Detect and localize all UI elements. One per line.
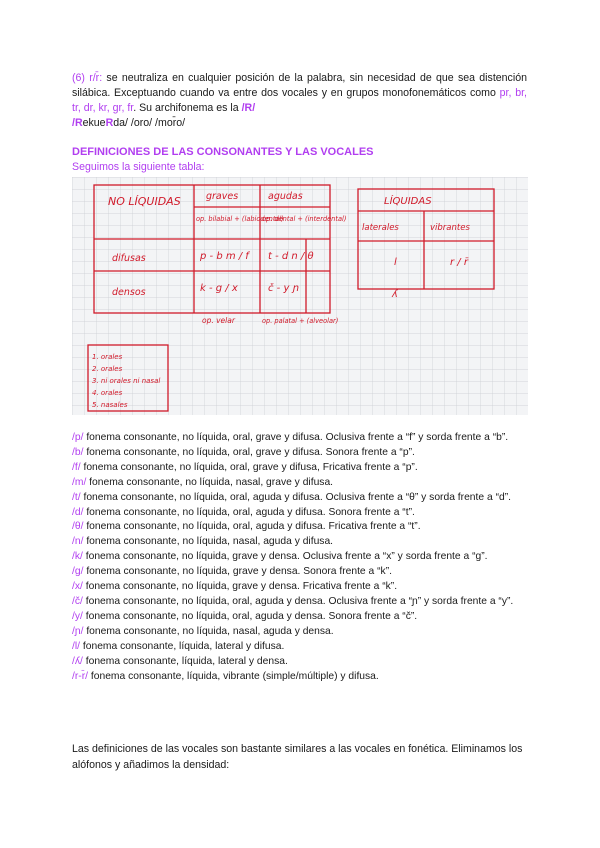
phoneme-definition: fonema consonante, no líquida, oral, aguda y densa. Oclusiva frente a “ɲ” y sorda frente a “y”.	[82, 595, 514, 607]
phoneme-symbol: /n/	[72, 536, 84, 548]
consonant-groups: pr, br, tr, dr, kr, gr, fr	[72, 87, 527, 114]
phoneme-definition: fonema consonante, no líquida, oral, aguda y difusa. Sonora frente a “t”.	[83, 506, 415, 518]
definition-item	[72, 655, 528, 670]
definition-item	[72, 476, 528, 491]
legend-3: 3. ni orales ni nasal	[92, 377, 161, 385]
phoneme-symbol: /d/	[72, 506, 84, 518]
intro-text-1: se neutraliza en cualquier posición de la palabra, sin necesidad de que sea distención silábica. Exceptuando cuando va entre dos vocales y en grupos monofonemáticos como	[72, 72, 527, 99]
definition-item	[72, 640, 528, 655]
label-difusas: difusas	[112, 253, 146, 264]
phoneme-definition: fonema consonante, no líquida, oral, aguda y difusa. Oclusiva frente a “θ” y sorda frente a “d”.	[80, 491, 512, 503]
legend-1: 1. orales	[92, 353, 123, 361]
phoneme-symbol: /x/	[72, 581, 83, 593]
cell-kgx: k - g / x	[200, 283, 238, 294]
definition-item	[72, 610, 528, 625]
phoneme-symbol: /č/	[72, 595, 83, 607]
definition-item	[72, 431, 528, 446]
example-tail: da/ /oro/ /mor̄o/	[113, 117, 186, 129]
legend-5: 5. nasales	[92, 401, 128, 409]
phoneme-symbol: /m/	[72, 476, 87, 488]
phoneme-definition: fonema consonante, no líquida, nasal, grave y difusa.	[86, 476, 334, 488]
definition-item	[72, 461, 528, 476]
definition-item	[72, 520, 528, 535]
phoneme-symbol: /r-r̄/	[72, 670, 89, 682]
phoneme-definition: fonema consonante, no líquida, nasal, aguda y difusa.	[83, 536, 334, 548]
phoneme-symbol: /ɲ/	[72, 625, 84, 637]
phoneme-symbol: /θ/	[72, 521, 84, 533]
label-laterales: laterales	[362, 223, 399, 233]
definition-item	[72, 550, 528, 565]
label-op-velar: op. velar	[202, 316, 235, 325]
label-liquidas: LÍQUIDAS	[384, 196, 432, 207]
phoneme-definition: fonema consonante, no líquida, oral, aguda y difusa. Fricativa frente a “t”.	[83, 521, 421, 533]
intro-paragraph	[72, 71, 527, 131]
legend-4: 4. orales	[92, 389, 123, 397]
phoneme-definition: fonema consonante, líquida, lateral y difusa.	[80, 640, 285, 652]
label-densos: densos	[112, 287, 146, 298]
phoneme-symbol: /g/	[72, 566, 84, 578]
example-r2: R	[105, 117, 114, 129]
definition-item	[72, 670, 528, 685]
phoneme-definition: fonema consonante, líquida, lateral y densa.	[82, 655, 288, 667]
phoneme-definition: fonema consonante, líquida, vibrante (simple/múltiple) y difusa.	[88, 670, 379, 682]
closing-paragraph: Las definiciones de las vocales son bastante similares a las vocales en fonética. Eliminamos los alófonos y añadimos la densidad:	[72, 743, 523, 771]
phoneme-definition: fonema consonante, no líquida, grave y densa. Sonora frente a “k”.	[83, 566, 392, 578]
definition-item	[72, 535, 528, 550]
intro-text-2: . Su archifonema es la	[133, 102, 242, 114]
phoneme-symbol: /b/	[72, 446, 84, 458]
phoneme-definition: fonema consonante, no líquida, oral, aguda y densa. Sonora frente a “č”.	[82, 610, 418, 622]
archifonema: /R/	[241, 102, 256, 114]
phoneme-definition: fonema consonante, no líquida, oral, grave y difusa. Oclusiva frente a “f” y sorda frente a “b”.	[83, 432, 509, 443]
phoneme-definition: fonema consonante, no líquida, nasal, aguda y densa.	[83, 625, 334, 637]
label-agudas: agudas	[268, 191, 303, 202]
phoneme-definition: fonema consonante, no líquida, oral, grave y difusa. Sonora frente a “p”.	[83, 446, 415, 458]
definition-item	[72, 595, 528, 610]
cell-r: r / r̄	[450, 257, 468, 268]
definition-item	[72, 565, 528, 580]
label-vibrantes: vibrantes	[430, 223, 470, 233]
section-subheading: Seguimos la siguiente tabla:	[72, 161, 205, 173]
label-no-liquidas: NO LÍQUIDAS	[108, 195, 181, 208]
handwritten-table-photo	[72, 177, 528, 415]
label-op-bilabial: op. bilabial + (labiodental)	[196, 215, 284, 223]
example-r1: /R	[72, 117, 83, 129]
definition-item	[72, 625, 528, 640]
label-op-palatal: op. palatal + (alveolar)	[262, 317, 339, 325]
label-graves: graves	[206, 191, 239, 202]
phoneme-definition: fonema consonante, no líquida, grave y densa. Oclusiva frente a “x” y sorda frente a “g”.	[82, 551, 488, 563]
definition-item	[72, 491, 528, 506]
phoneme-symbol: /ʎ/	[72, 655, 83, 667]
legend-2: 2. orales	[92, 365, 123, 373]
phoneme-definition: fonema consonante, no líquida, grave y densa. Fricativa frente a “k”.	[82, 581, 398, 593]
cell-cyn: č - y ɲ	[268, 283, 300, 294]
label-op-dental: op. dental + (interdental)	[262, 215, 347, 223]
definition-item	[72, 446, 528, 461]
phoneme-symbol: /t/	[72, 491, 81, 503]
section-heading: DEFINICIONES DE LAS CONSONANTES Y LAS VOCALES	[72, 146, 374, 158]
example-mid: ekue	[82, 117, 106, 129]
phoneme-symbol: /k/	[72, 551, 83, 563]
cell-pbmf: p - b m / f	[200, 251, 249, 262]
definitions-list	[72, 431, 528, 684]
phoneme-symbol: /f/	[72, 461, 81, 473]
phoneme-definition: fonema consonante, no líquida, oral, grave y difusa, Fricativa frente a “p”.	[80, 461, 418, 473]
definition-item	[72, 580, 528, 595]
rule-number: (6) r/r̄:	[72, 72, 103, 84]
phoneme-symbol: /p/	[72, 432, 84, 443]
cell-tdn: t - d n / θ	[268, 251, 314, 262]
cell-l: l	[394, 257, 397, 268]
phoneme-symbol: /l/	[72, 640, 81, 652]
phoneme-symbol: /y/	[72, 610, 83, 622]
definition-item	[72, 506, 528, 521]
cell-ll: ʎ	[392, 289, 398, 300]
